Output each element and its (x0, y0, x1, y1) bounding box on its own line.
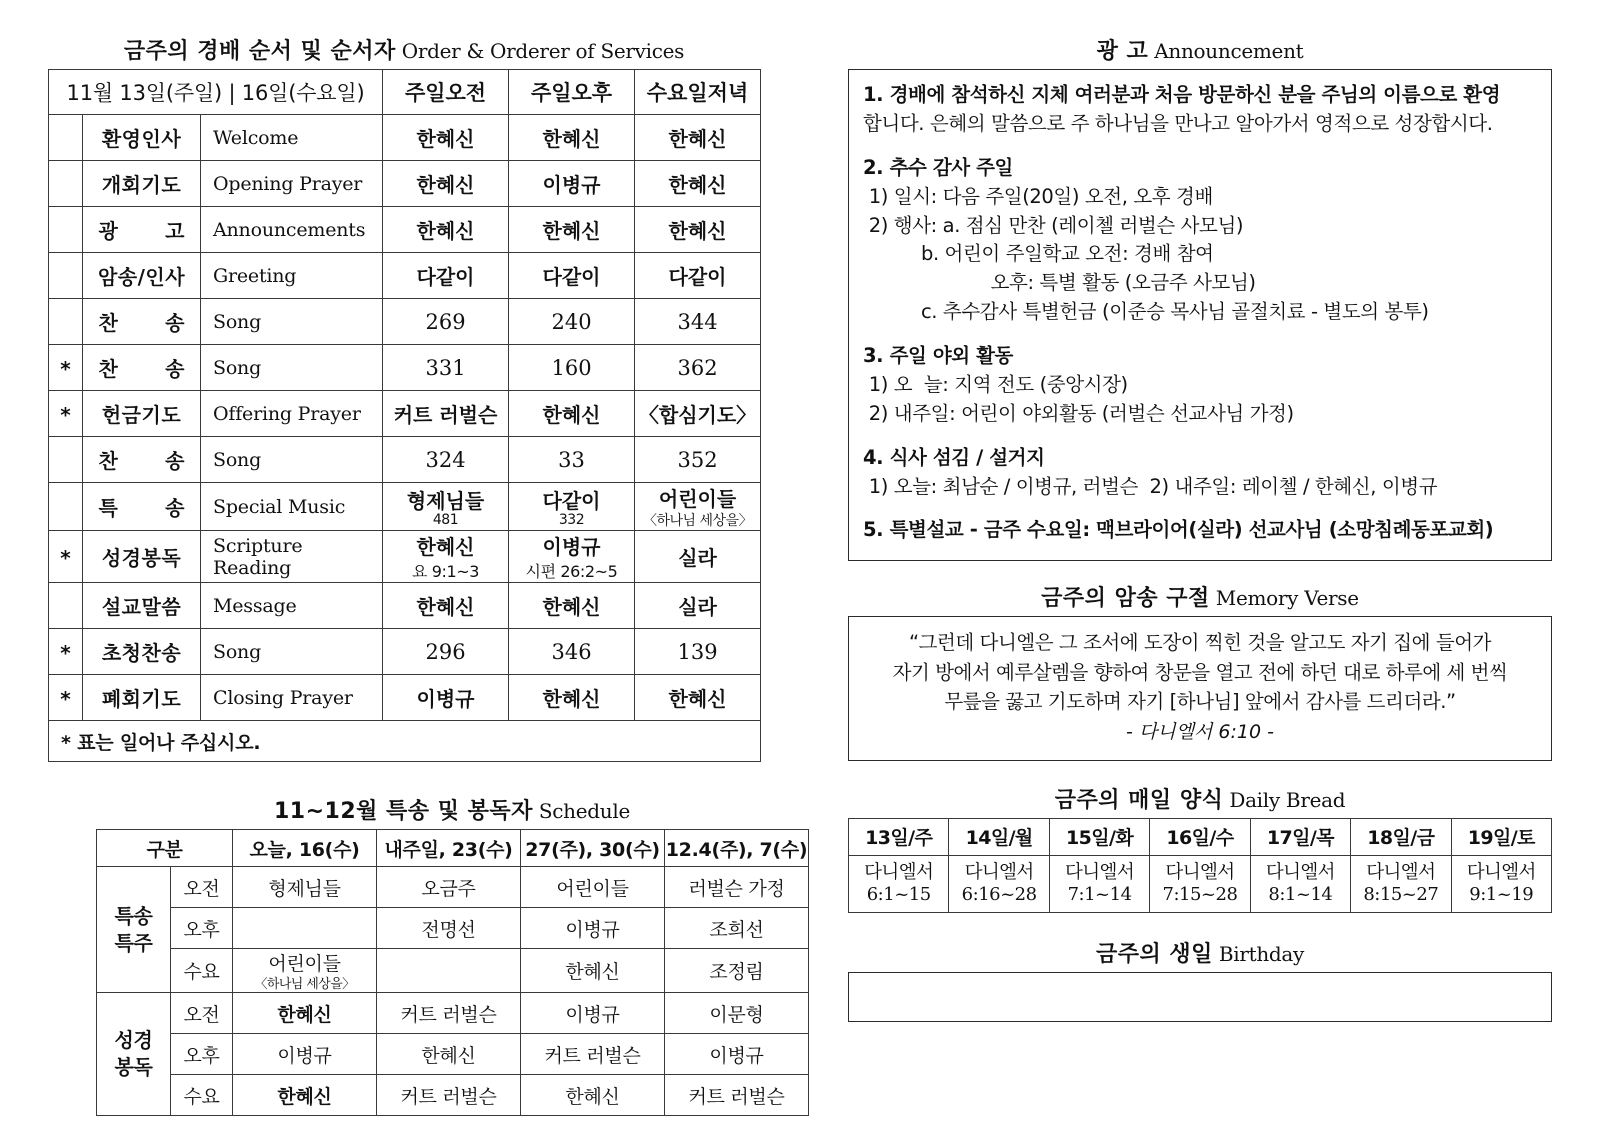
order-row-pm: 다같이 332 (509, 483, 635, 531)
order-row-star: * (49, 531, 83, 583)
schedule-header-c2: 내주일, 23(수) (377, 830, 521, 867)
schedule-cell-c4: 이문형 (665, 993, 809, 1034)
verse-line: “그런데 다니엘은 그 조서에 도장이 찍힌 것을 알고도 자기 집에 들어가 (909, 631, 1491, 655)
schedule-time-label: 수요 (171, 949, 233, 993)
order-row-wed: 한혜신 (635, 161, 761, 207)
bread-day-passage: 다니엘서 8:1~14 (1250, 855, 1350, 912)
order-row-label-en: Opening Prayer (201, 161, 383, 207)
table-row (97, 1075, 809, 1116)
bread-day-passage: 다니엘서 8:15~27 (1351, 855, 1451, 912)
schedule-section-title (96, 800, 808, 824)
order-row-wed: 344 (635, 299, 761, 345)
bread-day-label: 17일/목 (1250, 818, 1350, 855)
table-row (49, 115, 761, 161)
schedule-time-label: 오후 (171, 1034, 233, 1075)
schedule-header-row (97, 830, 809, 867)
order-row-label-kr: 암송/인사 (83, 253, 201, 299)
daily-bread-body-row (849, 855, 1552, 912)
schedule-cell-c2: 커트 러벌슨 (377, 1075, 521, 1116)
schedule-header-c1: 오늘, 16(수) (233, 830, 377, 867)
order-row-pm: 33 (509, 437, 635, 483)
schedule-cell-c2: 전명선 (377, 908, 521, 949)
announcement-line: c. 추수감사 특별헌금 (이준승 목사님 골절치료 - 별도의 봉투) (863, 300, 1429, 324)
order-row-am: 다같이 (383, 253, 509, 299)
bread-day-passage: 다니엘서 9:1~19 (1451, 855, 1551, 912)
schedule-cell-c4: 이병규 (665, 1034, 809, 1075)
order-row-wed: 352 (635, 437, 761, 483)
bread-title-en: Daily Bread (1229, 787, 1346, 812)
order-row-label-kr: 찬 송 (83, 437, 201, 483)
order-row-am: 한혜신 (383, 161, 509, 207)
schedule-title-kr: 11~12월 특송 및 봉독자 (273, 799, 533, 824)
order-row-label-kr: 성경봉독 (83, 531, 201, 583)
right-column (848, 40, 1552, 1022)
order-row-pm: 한혜신 (509, 207, 635, 253)
schedule-group-label: 성경 봉독 (97, 993, 171, 1116)
announcement-line: b. 어린이 주일학교 오전: 경배 참여 (863, 242, 1214, 266)
table-row (49, 161, 761, 207)
bread-day-label: 13일/주 (849, 818, 949, 855)
order-header-am: 주일오전 (383, 70, 509, 115)
order-row-wed: 362 (635, 345, 761, 391)
announcement-line: 합니다. 은혜의 말씀으로 주 하나님을 만나고 알아가서 영적으로 성장합시다. (863, 112, 1493, 136)
verse-title-en: Memory Verse (1215, 586, 1359, 611)
order-row-am: 한혜신 (383, 207, 509, 253)
schedule-cell-c4: 러벌슨 가정 (665, 867, 809, 908)
order-header-pm: 주일오후 (509, 70, 635, 115)
announcement-line: 4. 식사 섬김 / 설거지 (863, 445, 1045, 469)
announcement-line: 1) 일시: 다음 주일(20일) 오전, 오후 경배 (863, 184, 1213, 208)
table-row (97, 867, 809, 908)
order-row-star (49, 299, 83, 345)
announcement-spacer (863, 431, 1537, 444)
schedule-table (96, 829, 809, 1116)
announcement-line: 2. 추수 감사 주일 (863, 155, 1013, 179)
order-row-am: 커트 러벌슨 (383, 391, 509, 437)
order-row-label-en: Welcome (201, 115, 383, 161)
birthday-section (848, 943, 1552, 1022)
schedule-group-label: 특송 특주 (97, 867, 171, 993)
birthday-box (848, 972, 1552, 1022)
order-row-am: 324 (383, 437, 509, 483)
order-row-pm: 240 (509, 299, 635, 345)
order-row-label-en: Closing Prayer (201, 675, 383, 721)
order-row-pm: 이병규 시편 26:2~5 (509, 531, 635, 583)
table-row (97, 908, 809, 949)
order-row-am: 한혜신 요 9:1~3 (383, 531, 509, 583)
order-header-date: 11월 13일(주일) | 16일(수요일) (49, 70, 383, 115)
order-row-star (49, 161, 83, 207)
table-row (49, 299, 761, 345)
order-row-star (49, 437, 83, 483)
order-row-wed: 한혜신 (635, 115, 761, 161)
schedule-cell-c2: 한혜신 (377, 1034, 521, 1075)
order-row-label-kr: 특 송 (83, 483, 201, 531)
schedule-cell-c3: 한혜신 (521, 1075, 665, 1116)
announcement-spacer (863, 141, 1537, 154)
order-row-label-kr: 초청찬송 (83, 629, 201, 675)
schedule-time-label: 오전 (171, 867, 233, 908)
schedule-header-group: 구분 (97, 830, 233, 867)
announcement-spacer (863, 329, 1537, 342)
order-row-label-en: Greeting (201, 253, 383, 299)
order-of-service-table (48, 69, 761, 762)
schedule-cell-c3: 이병규 (521, 908, 665, 949)
order-row-am: 한혜신 (383, 115, 509, 161)
bread-section-title (848, 789, 1552, 813)
schedule-cell-c1: 형제님들 (233, 867, 377, 908)
order-row-am: 269 (383, 299, 509, 345)
order-row-am: 296 (383, 629, 509, 675)
table-row (49, 675, 761, 721)
announcement-title-kr: 광 고 (1096, 39, 1149, 64)
order-row-label-en: Message (201, 583, 383, 629)
order-title-kr: 금주의 경배 순서 및 순서자 (123, 39, 396, 64)
bread-day-passage: 다니엘서 6:1~15 (849, 855, 949, 912)
order-row-pm: 한혜신 (509, 583, 635, 629)
order-row-am: 한혜신 (383, 583, 509, 629)
schedule-cell-c4: 조정림 (665, 949, 809, 993)
schedule-cell-c3: 이병규 (521, 993, 665, 1034)
daily-bread-header-row (849, 818, 1552, 855)
bread-day-label: 16일/수 (1150, 818, 1250, 855)
order-row-wed: 한혜신 (635, 675, 761, 721)
order-row-star: * (49, 345, 83, 391)
announcement-line: 1) 오늘: 최남순 / 이병규, 러벌슨 2) 내주일: 레이첼 / 한혜신, 이병규 (863, 474, 1438, 498)
schedule-cell-c1: 한혜신 (233, 1075, 377, 1116)
order-row-star: * (49, 675, 83, 721)
daily-bread-section (848, 789, 1552, 913)
order-row-star (49, 253, 83, 299)
order-header-wed: 수요일저녁 (635, 70, 761, 115)
order-row-pm: 한혜신 (509, 115, 635, 161)
announcement-line: 3. 주일 야외 활동 (863, 344, 1013, 368)
schedule-cell-c1: 이병규 (233, 1034, 377, 1075)
bread-day-passage: 다니엘서 7:15~28 (1150, 855, 1250, 912)
table-row (49, 345, 761, 391)
table-row (49, 629, 761, 675)
announcement-item (863, 516, 1537, 545)
order-row-star (49, 207, 83, 253)
table-row (49, 531, 761, 583)
schedule-cell-c3: 한혜신 (521, 949, 665, 993)
left-column (48, 39, 808, 1108)
table-row (49, 437, 761, 483)
schedule-cell-c4: 커트 러벌슨 (665, 1075, 809, 1116)
order-row-label-en: Song (201, 629, 383, 675)
order-title-en: Order & Orderer of Services (401, 39, 685, 63)
order-row-label-en: Song (201, 345, 383, 391)
table-row (97, 949, 809, 993)
order-row-pm: 한혜신 (509, 675, 635, 721)
schedule-cell-c4: 조희선 (665, 908, 809, 949)
announcement-box (848, 69, 1552, 561)
bread-day-passage: 다니엘서 7:1~14 (1049, 855, 1149, 912)
bread-day-passage: 다니엘서 6:16~28 (949, 855, 1049, 912)
memory-verse-section (848, 587, 1552, 760)
bread-day-label: 15일/화 (1049, 818, 1149, 855)
order-footnote-row (49, 721, 761, 762)
schedule-cell-c2: 커트 러벌슨 (377, 993, 521, 1034)
order-row-label-en: Song (201, 437, 383, 483)
announcement-item (863, 342, 1537, 429)
schedule-header-c3: 27(주), 30(수) (521, 830, 665, 867)
order-row-label-en: Offering Prayer (201, 391, 383, 437)
announcement-line: 2) 내주일: 어린이 야외활동 (러벌슨 선교사님 가정) (863, 401, 1294, 425)
schedule-time-label: 오전 (171, 993, 233, 1034)
table-row (97, 993, 809, 1034)
verse-line: 자기 방에서 예루살렘을 향하여 창문을 열고 전에 하던 대로 하루에 세 번씩 (892, 660, 1508, 684)
table-row (97, 1034, 809, 1075)
schedule-cell-c3: 어린이들 (521, 867, 665, 908)
announcement-line: 오후: 특별 활동 (오금주 사모님) (863, 271, 1256, 295)
order-row-label-kr: 헌금기도 (83, 391, 201, 437)
schedule-cell-c1: 어린이들 〈하나님 세상을〉 (233, 949, 377, 993)
order-row-label-en: Special Music (201, 483, 383, 531)
announcement-title-en: Announcement (1154, 39, 1304, 63)
order-row-label-kr: 환영인사 (83, 115, 201, 161)
schedule-title-en: Schedule (538, 799, 631, 823)
schedule-cell-c2: 오금주 (377, 867, 521, 908)
announcement-spacer (863, 503, 1537, 516)
table-row (49, 583, 761, 629)
announcement-item (863, 81, 1537, 139)
schedule-header-c4: 12.4(주), 7(수) (665, 830, 809, 867)
order-row-star: * (49, 391, 83, 437)
table-row (49, 253, 761, 299)
schedule-time-label: 수요 (171, 1075, 233, 1116)
order-row-label-kr: 광 고 (83, 207, 201, 253)
order-section-title (48, 40, 760, 64)
schedule-table-body (97, 830, 809, 1116)
memory-verse-box (848, 616, 1552, 760)
verse-line: 무릎을 꿇고 기도하며 자기 [하나님] 앞에서 감사를 드리더라.” (944, 689, 1456, 713)
order-header-row (49, 70, 761, 115)
order-row-label-kr: 폐회기도 (83, 675, 201, 721)
order-table-body (49, 70, 761, 762)
schedule-section (96, 800, 808, 1116)
announcement-line: 1. 경배에 참석하신 지체 여러분과 처음 방문하신 분을 주님의 이름으로 환영 (863, 83, 1501, 107)
daily-bread-table (848, 818, 1552, 913)
bread-day-label: 18일/금 (1351, 818, 1451, 855)
verse-section-title (848, 587, 1552, 611)
order-row-pm: 160 (509, 345, 635, 391)
order-row-label-kr: 찬 송 (83, 345, 201, 391)
order-row-label-en: Scripture Reading (201, 531, 383, 583)
bread-title-kr: 금주의 매일 양식 (1054, 787, 1224, 813)
order-row-label-en: Announcements (201, 207, 383, 253)
order-row-label-en: Song (201, 299, 383, 345)
order-row-pm: 346 (509, 629, 635, 675)
bread-day-label: 14일/월 (949, 818, 1049, 855)
announcement-item (863, 444, 1537, 502)
verse-reference: - 다니엘서 6:10 - (1126, 721, 1274, 744)
order-row-wed: 실라 (635, 531, 761, 583)
schedule-cell-c1: 한혜신 (233, 993, 377, 1034)
order-row-label-kr: 개회기도 (83, 161, 201, 207)
schedule-cell-c2 (377, 949, 521, 993)
order-row-wed: 다같이 (635, 253, 761, 299)
verse-title-kr: 금주의 암송 구절 (1041, 586, 1210, 612)
order-footnote: * 표는 일어나 주십시오. (49, 721, 761, 762)
announcement-line: 5. 특별설교 - 금주 수요일: 맥브라이어(실라) 선교사님 (소망침례동포교회) (863, 518, 1494, 542)
schedule-time-label: 오후 (171, 908, 233, 949)
order-row-star (49, 583, 83, 629)
announcement-item (863, 154, 1537, 327)
birthday-title-kr: 금주의 생일 (1095, 941, 1213, 967)
order-row-am: 형제님들 481 (383, 483, 509, 531)
order-row-wed: 실라 (635, 583, 761, 629)
order-row-pm: 이병규 (509, 161, 635, 207)
order-row-am: 이병규 (383, 675, 509, 721)
order-row-star (49, 115, 83, 161)
order-row-wed: 139 (635, 629, 761, 675)
order-row-wed: 〈합심기도〉 (635, 391, 761, 437)
order-row-label-kr: 찬 송 (83, 299, 201, 345)
table-row (49, 391, 761, 437)
announcement-line: 2) 행사: a. 점심 만찬 (레이첼 러벌슨 사모님) (863, 213, 1244, 237)
birthday-section-title (848, 943, 1552, 967)
table-row (49, 483, 761, 531)
order-row-pm: 한혜신 (509, 391, 635, 437)
order-row-label-kr: 설교말씀 (83, 583, 201, 629)
order-row-star (49, 483, 83, 531)
order-row-star: * (49, 629, 83, 675)
table-row (49, 207, 761, 253)
order-row-am: 331 (383, 345, 509, 391)
order-row-wed: 어린이들 〈하나님 세상을〉 (635, 483, 761, 531)
announcement-section-title (848, 40, 1552, 64)
order-row-pm: 다같이 (509, 253, 635, 299)
announcement-line: 1) 오 늘: 지역 전도 (중앙시장) (863, 372, 1128, 396)
schedule-cell-c1 (233, 908, 377, 949)
order-row-wed: 한혜신 (635, 207, 761, 253)
schedule-cell-c3: 커트 러벌슨 (521, 1034, 665, 1075)
bread-day-label: 19일/토 (1451, 818, 1551, 855)
birthday-title-en: Birthday (1218, 941, 1305, 966)
